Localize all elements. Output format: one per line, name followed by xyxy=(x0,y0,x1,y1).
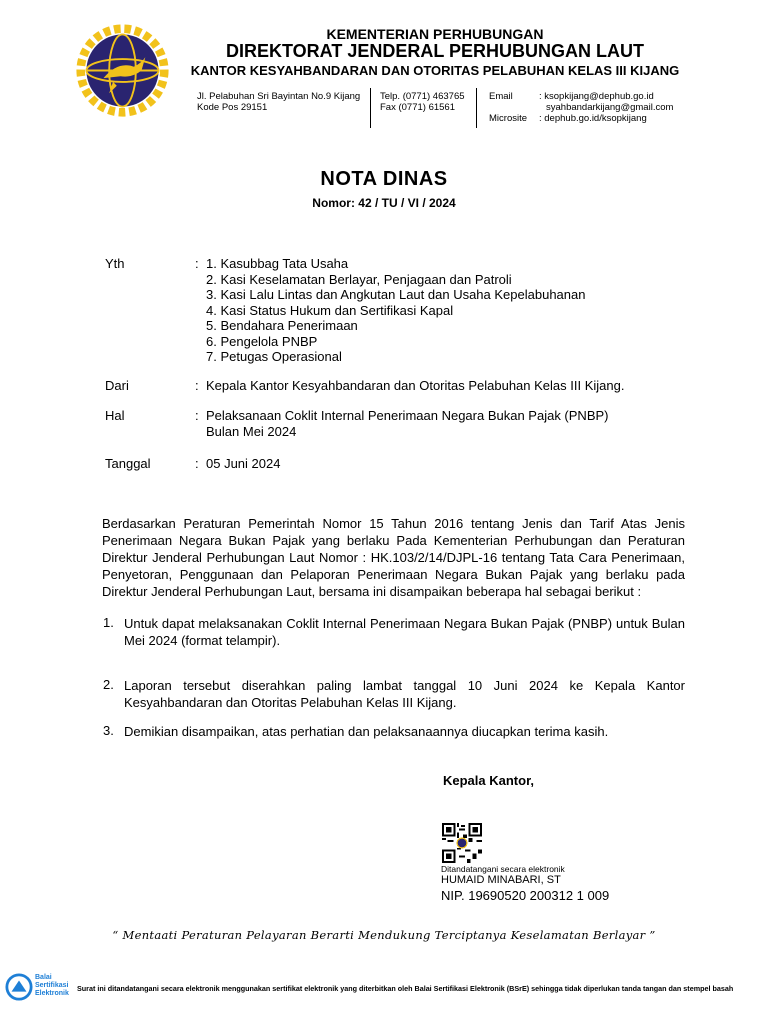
directorate-name: DIREKTORAT JENDERAL PERHUBUNGAN LAUT xyxy=(225,41,645,61)
esign-note: Ditandatangani secara elektronik xyxy=(441,864,565,874)
recipient-item: 1. Kasubbag Tata Usaha xyxy=(206,256,349,271)
divider xyxy=(370,88,371,128)
colon: : xyxy=(195,456,199,471)
recipient-item: 5. Bendahara Penerimaan xyxy=(206,318,358,333)
colon: : xyxy=(195,256,199,271)
dari-label: Dari xyxy=(105,378,129,393)
fax: Fax (0771) 61561 xyxy=(380,102,455,113)
item-text: Untuk dapat melaksanakan Coklit Internal Penerimaan Negara Bukan Pajak (PNBP) untuk Bulan Mei 2024 (format telampir). xyxy=(124,616,685,648)
yth-label: Yth xyxy=(105,256,125,271)
hal-label: Hal xyxy=(105,408,125,423)
recipient-item: 3. Kasi Lalu Lintas dan Angkutan Laut dan Usaha Kepelabuhanan xyxy=(206,287,586,302)
recipient-list xyxy=(206,256,585,365)
colon: : xyxy=(195,378,199,393)
email-block xyxy=(539,91,673,113)
recipient-item: 2. Kasi Keselamatan Berlayar, Penjagaan dan Patroli xyxy=(206,271,512,287)
bsre-logo-icon xyxy=(5,973,33,1001)
document-number: Nomor: 42 / TU / VI / 2024 xyxy=(312,196,456,210)
tanggal-value: 05 Juni 2024 xyxy=(206,456,281,471)
tanggal-label: Tanggal xyxy=(105,456,151,471)
email-secondary[interactable]: syahbandarkijang@gmail.com xyxy=(546,102,674,113)
address-line: Jl. Pelabuhan Sri Bayintan No.9 Kijang xyxy=(197,91,361,102)
intro-paragraph: Berdasarkan Peraturan Pemerintah Nomor 15 Tahun 2016 tentang Jenis dan Tarif Atas Jenis Penerimaan Negara Bukan Pajak yang berlaku Pada Kementerian Perhubungan dan Peraturan Direktur Jenderal Perhubungan Laut Nomor : HK.103/2/14/DJPL-16 tentang Tata Cara Penerimaan, Penyetoran, Penggunaan dan Pelaporan Penerimaan Negara Bukan Pajak yang berlaku pada Direktur Jenderal Perhubungan Laut, bersama ini disampaikan beberapa hal sebagai berikut : xyxy=(102,516,685,599)
recipient-item: 6. Pengelola PNBP xyxy=(206,333,318,349)
qr-code-icon xyxy=(442,823,482,863)
document-title: NOTA DINAS xyxy=(320,168,448,190)
colon: : xyxy=(195,408,199,423)
recipient-item: 4. Kasi Status Hukum dan Sertifikasi Kapal xyxy=(206,302,454,318)
ministry-logo xyxy=(75,23,170,118)
microsite-label: Microsite xyxy=(489,113,528,124)
recipient-item: 7. Petugas Operasional xyxy=(206,349,342,364)
office-name: KANTOR KESYAHBANDARAN DAN OTORITAS PELABUHAN KELAS III KIJANG xyxy=(190,63,680,78)
ministry-name: KEMENTERIAN PERHUBUNGAN xyxy=(326,26,544,42)
hal-line: Bulan Mei 2024 xyxy=(206,423,297,439)
item-text: Laporan tersebut diserahkan paling lambat tanggal 10 Juni 2024 ke Kepala Kantor Kesyahbandaran dan Otoritas Pelabuhan Kelas III Kijang. xyxy=(124,678,685,710)
hal-line: Pelaksanaan Coklit Internal Penerimaan Negara Bukan Pajak (PNBP) xyxy=(206,408,609,423)
item-number: 3. xyxy=(103,723,114,738)
phone-block xyxy=(380,91,465,113)
microsite-url[interactable]: : dephub.go.id/ksopkijang xyxy=(539,113,647,124)
address-block xyxy=(197,91,360,113)
esign-disclaimer: Surat ini ditandatangani secara elektronik menggunakan sertifikat elektronik yang diterbitkan oleh Balai Sertifikasi Elektronik (BSrE) sehingga tidak diperlukan tanda tangan dan stempel basah xyxy=(77,984,734,993)
bsre-wordmark: Balai Sertifikasi Elektronik xyxy=(35,974,69,997)
email-label: Email xyxy=(489,91,513,102)
item-text: Demikian disampaikan, atas perhatian dan pelaksanaannya diucapkan terima kasih. xyxy=(124,724,609,739)
postal-code: Kode Pos 29151 xyxy=(197,102,268,113)
dari-value: Kepala Kantor Kesyahbandaran dan Otoritas Pelabuhan Kelas III Kijang. xyxy=(206,378,625,393)
motto: “ Mentaati Peraturan Pelayaran Berarti Mendukung Terciptanya Keselamatan Berlayar ” xyxy=(112,928,656,942)
item-number: 1. xyxy=(103,615,114,630)
divider xyxy=(476,88,477,128)
signatory-name: HUMAID MINABARI, ST xyxy=(441,874,561,886)
email-primary[interactable]: : ksopkijang@dephub.go.id xyxy=(539,91,654,102)
signatory-title: Kepala Kantor, xyxy=(443,773,535,788)
meta-block xyxy=(0,256,768,476)
phone: Telp. (0771) 463765 xyxy=(380,91,465,102)
signatory-nip: NIP. 19690520 200312 1 009 xyxy=(441,888,610,903)
item-number: 2. xyxy=(103,677,114,692)
hal-value xyxy=(206,408,609,439)
